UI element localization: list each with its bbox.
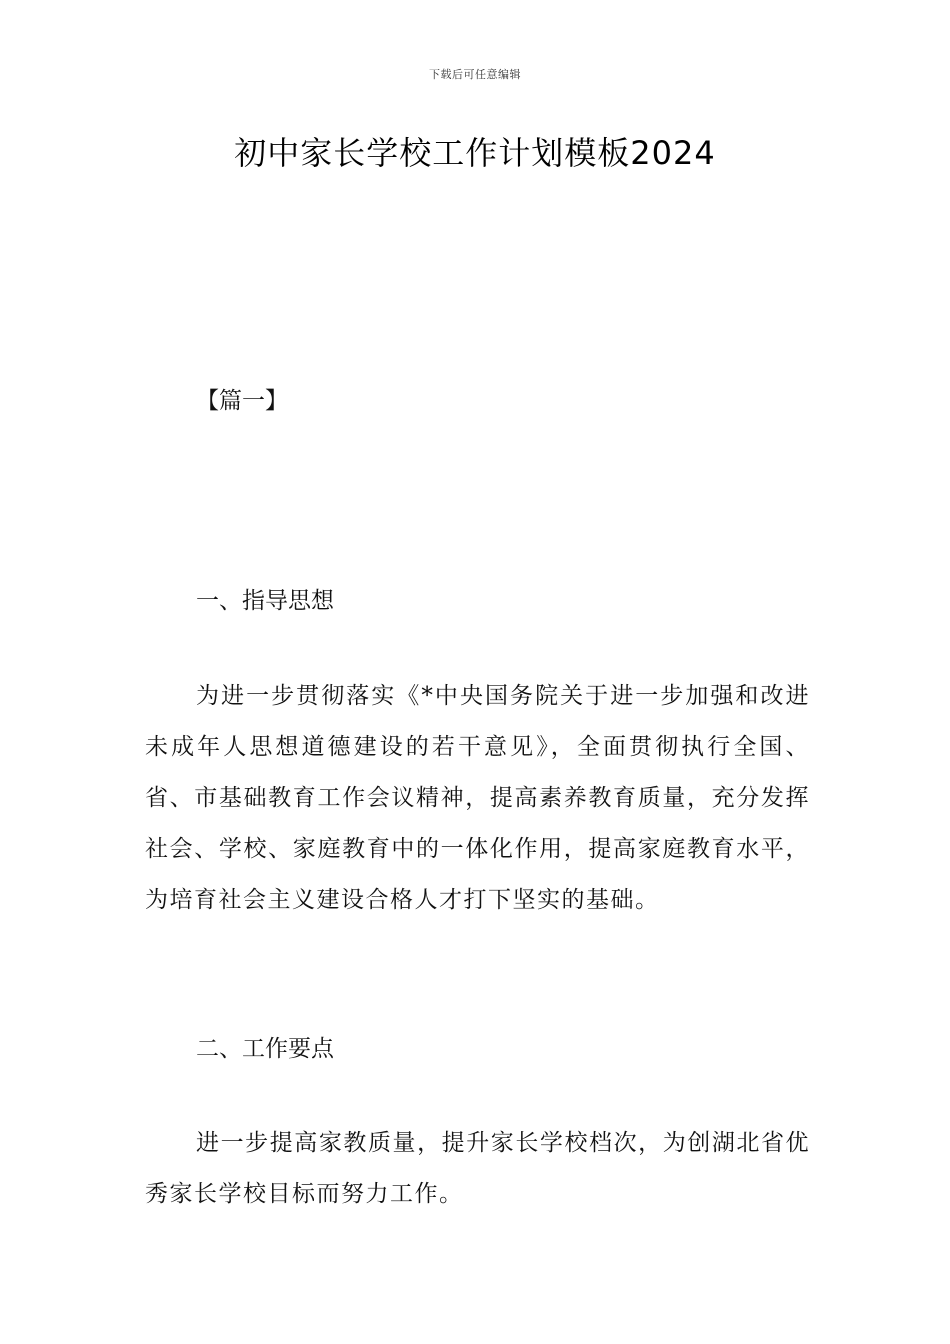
section-label: 【篇一】: [196, 388, 288, 414]
section-heading-work-points: 二、工作要点: [196, 1036, 334, 1062]
section-paragraph-guiding-ideology: 为进一步贯彻落实《*中央国务院关于进一步加强和改进未成年人思想道德建设的若干意见》，全面贯彻执行全国、省、市基础教育工作会议精神，提高素养教育质量，充分发挥社会、学校、家庭教育中的一体化作用，提高家庭教育水平，为培育社会主义建设合格人才打下坚实的基础。: [145, 683, 810, 913]
section-heading-guiding-ideology: 一、指导思想: [196, 588, 334, 614]
document-title: 初中家长学校工作计划模板2024: [234, 134, 716, 172]
section-paragraph-work-points: 进一步提高家教质量，提升家长学校档次，为创湖北省优秀家长学校目标而努力工作。: [145, 1130, 810, 1207]
page-header-note: 下载后可任意编辑: [429, 68, 521, 81]
